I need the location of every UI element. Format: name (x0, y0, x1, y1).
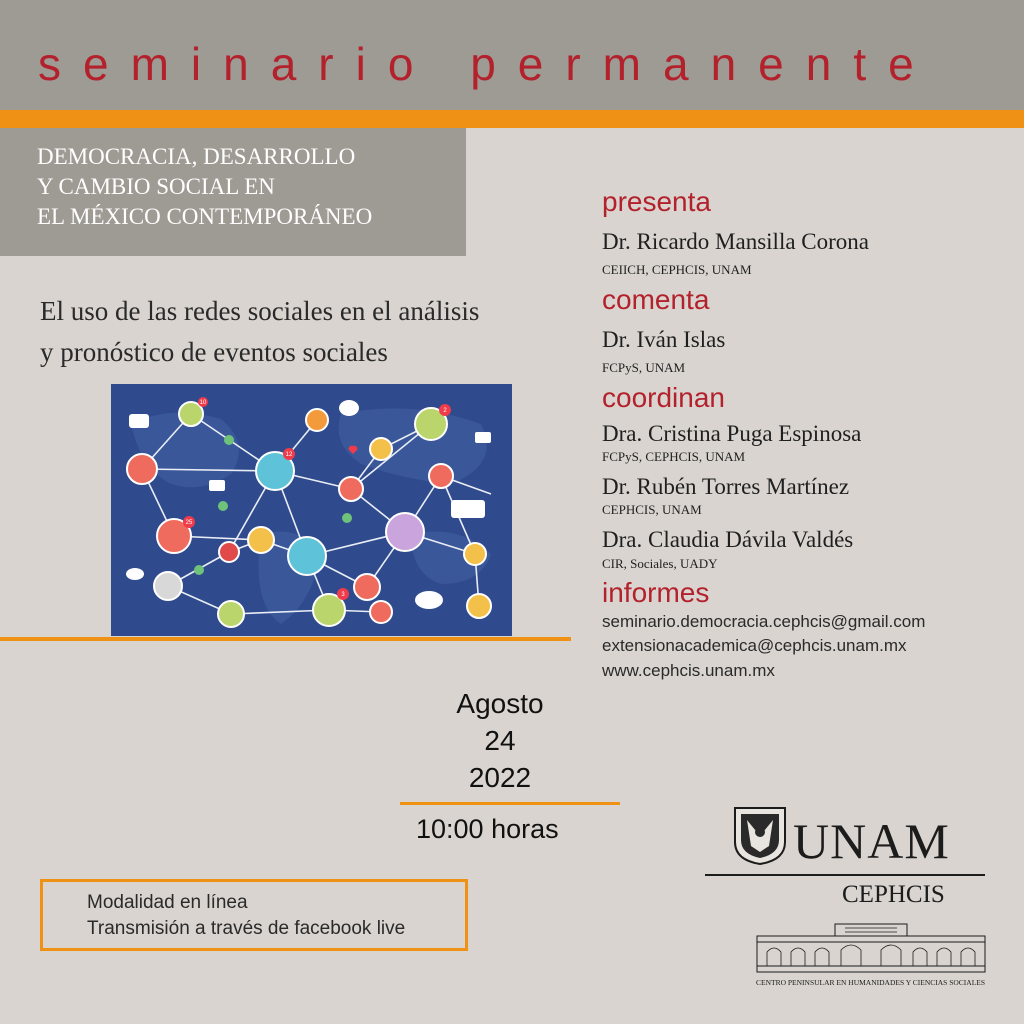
social-network-illustration (111, 384, 512, 636)
coordinator-name: Dra. Cristina Puga Espinosa (602, 421, 862, 446)
seminar-name-line: EL MÉXICO CONTEMPORÁNEO (37, 204, 373, 229)
coordinator-affiliation: FCPyS, CEPHCIS, UNAM (602, 449, 746, 464)
event-time: 10:00 horas (416, 814, 559, 844)
center-full-name: CENTRO PENINSULAR EN HUMANIDADES Y CIENCIAS SOCIALES (756, 978, 986, 987)
role-label-coordinan: coordinan (602, 382, 725, 413)
contact-website-link[interactable]: www.cephcis.unam.mx (602, 661, 775, 680)
session-topic: y pronóstico de eventos sociales (40, 337, 388, 367)
network-graphic (111, 384, 512, 636)
coordinator-affiliation: CIR, Sociales, UADY (602, 556, 718, 571)
orange-rule (0, 637, 571, 641)
logo-divider (705, 874, 985, 876)
commentator-affiliation: FCPyS, UNAM (602, 360, 686, 375)
event-year: 2022 (468, 762, 532, 793)
world-map-shape (131, 408, 491, 624)
seminar-name-line: Y CAMBIO SOCIAL EN (37, 174, 275, 199)
presenter-name: Dr. Ricardo Mansilla Corona (602, 229, 870, 254)
event-month: Agosto (456, 688, 544, 719)
contact-email[interactable]: extensionacademica@cephcis.unam.mx (602, 636, 907, 655)
role-label-informes: informes (602, 577, 710, 608)
coordinator-affiliation: CEPHCIS, UNAM (602, 502, 702, 517)
unam-shield-logo (733, 806, 787, 866)
modality-line: Transmisión a través de facebook live (87, 918, 406, 939)
badge-count: 10 (199, 400, 207, 406)
orange-rule (400, 802, 620, 805)
modality-box (40, 879, 468, 951)
series-title: seminario permanente (38, 38, 936, 90)
role-label-presenta: presenta (602, 186, 711, 217)
seminar-name-box (0, 128, 466, 256)
presenter-affiliation: CEIICH, CEPHCIS, UNAM (602, 262, 752, 277)
unam-wordmark: UNAM (793, 813, 950, 869)
badge-count: 12 (285, 452, 293, 458)
event-day: 24 (484, 725, 516, 756)
commentator-name: Dr. Iván Islas (602, 327, 726, 352)
contact-email[interactable]: seminario.democracia.cephcis@gmail.com (602, 612, 926, 631)
seminar-name-line: DEMOCRACIA, DESARROLLO (37, 144, 356, 169)
orange-divider (0, 110, 1024, 128)
session-topic: El uso de las redes sociales en el análisis (40, 296, 480, 326)
cephcis-wordmark: CEPHCIS (842, 881, 945, 908)
badge-count: 2 (443, 408, 447, 414)
coordinator-name: Dr. Rubén Torres Martínez (602, 474, 850, 499)
modality-line: Modalidad en línea (87, 892, 248, 913)
coordinator-name: Dra. Claudia Dávila Valdés (602, 527, 854, 552)
badge-count: 25 (185, 520, 193, 526)
badge-count: 3 (341, 592, 345, 598)
cephcis-building-logo (755, 920, 987, 976)
role-label-comenta: comenta (602, 284, 710, 315)
